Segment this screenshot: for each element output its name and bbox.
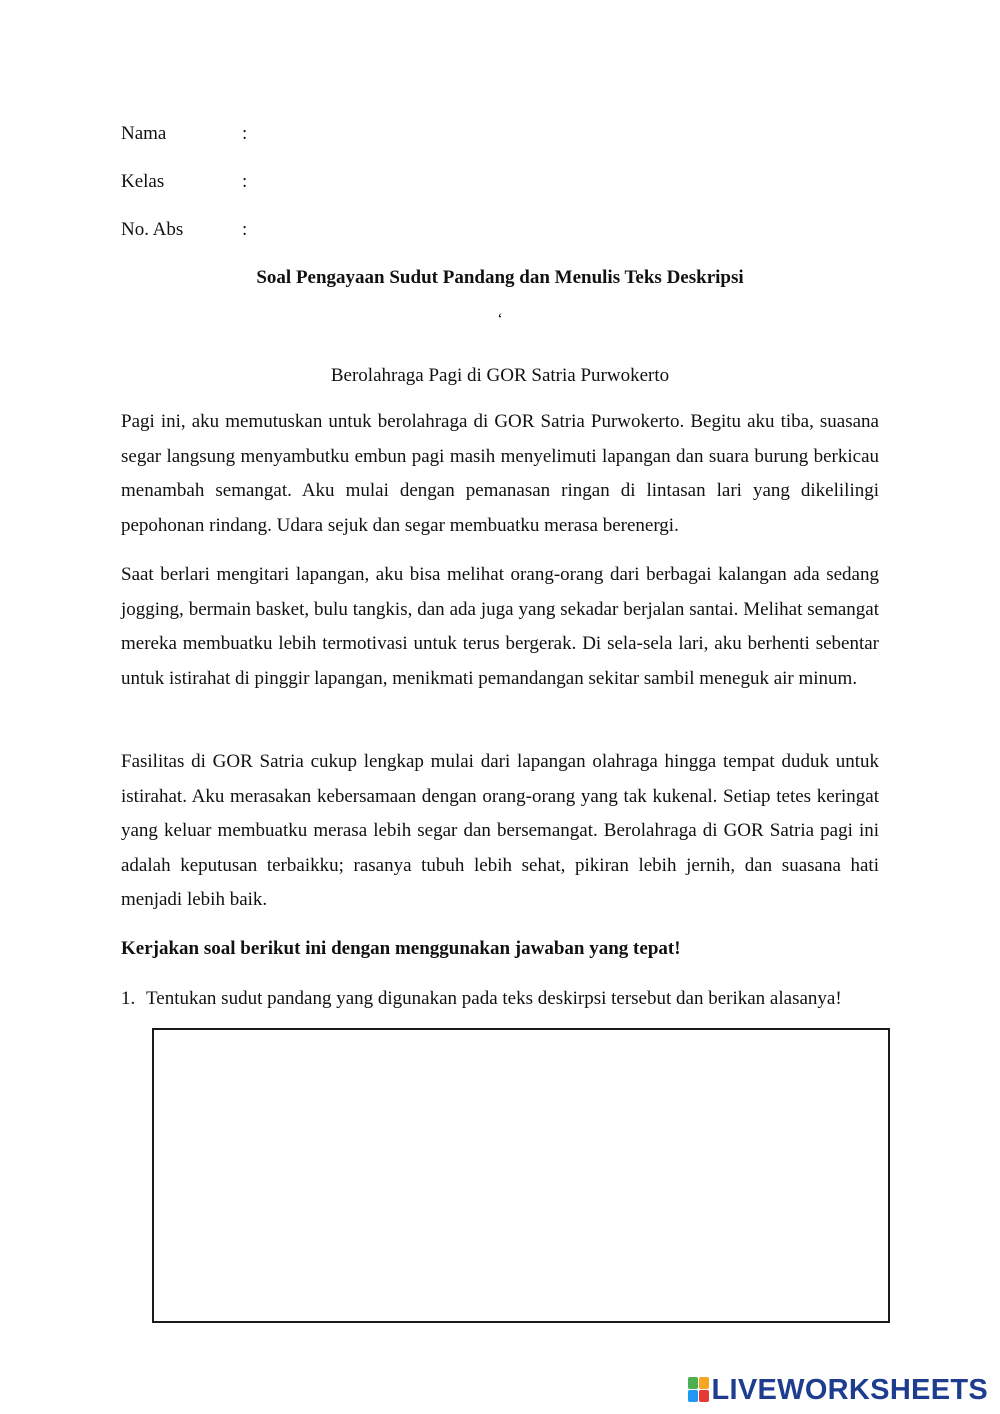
answer-box-question-1[interactable] [152, 1028, 890, 1323]
class-label: Kelas [121, 171, 165, 192]
liveworksheets-logo-icon [688, 1377, 710, 1403]
attendance-number-input[interactable] [261, 218, 861, 242]
passage-paragraph-3: Fasilitas di GOR Satria cukup lengkap mulai dari lapangan olahraga hingga tempat duduk untuk istirahat. Aku merasakan kebersamaan dengan orang-orang yang tak kukenal. Setiap tetes keringat yang keluar membuatku merasa lebih segar dan bersemangat. Berolahraga di GOR Satria pagi ini adalah keputusan terbaikku; rasanya tubuh lebih sehat, pikiran lebih jernih, dan suasana hati menjadi lebih baik. [121, 751, 879, 910]
worksheet-title: Soal Pengayaan Sudut Pandang dan Menulis Teks Deskripsi [256, 267, 744, 288]
question-1 [121, 987, 842, 1011]
question-1-number: 1. [121, 988, 136, 1009]
name-input[interactable] [261, 122, 861, 146]
class-colon: : [242, 171, 248, 192]
class-input[interactable] [261, 170, 861, 194]
stray-quote-mark: ‘ [497, 311, 503, 328]
passage-paragraph-2: Saat berlari mengitari lapangan, aku bisa melihat orang-orang dari berbagai kalangan ada sedang jogging, bermain basket, bulu tangkis, dan ada juga yang sekadar berjalan santai. Melihat semangat mereka membuatku lebih termotivasi untuk terus bergerak. Di sela-sela lari, aku berhenti sebentar untuk istirahat di pinggir lapangan, menikmati pemandangan sekitar sambil meneguk air minum. [121, 564, 879, 689]
passage-paragraph-1: Pagi ini, aku memutuskan untuk berolahraga di GOR Satria Purwokerto. Begitu aku tiba, suasana segar langsung menyambutku embun pagi masih menyelimuti lapangan dan suara burung berkicau menambah semangat. Aku mulai dengan pemanasan ringan di lintasan lari yang dikelilingi pepohonan rindang. Udara sejuk dan segar membuatku merasa berenergi. [121, 411, 879, 536]
attendance-number-label: No. Abs [121, 219, 184, 240]
passage-title: Berolahraga Pagi di GOR Satria Purwokerto [330, 365, 670, 386]
liveworksheets-brand [688, 1372, 989, 1408]
attendance-number-colon: : [242, 219, 248, 240]
name-label: Nama [121, 123, 167, 144]
instruction-text: Kerjakan soal berikut ini dengan menggunakan jawaban yang tepat! [121, 938, 681, 959]
liveworksheets-wordmark: LIVEWORKSHEETS [711, 1374, 988, 1406]
name-colon: : [242, 123, 248, 144]
question-1-text: Tentukan sudut pandang yang digunakan pada teks deskirpsi tersebut dan berikan alasanya! [146, 988, 842, 1009]
